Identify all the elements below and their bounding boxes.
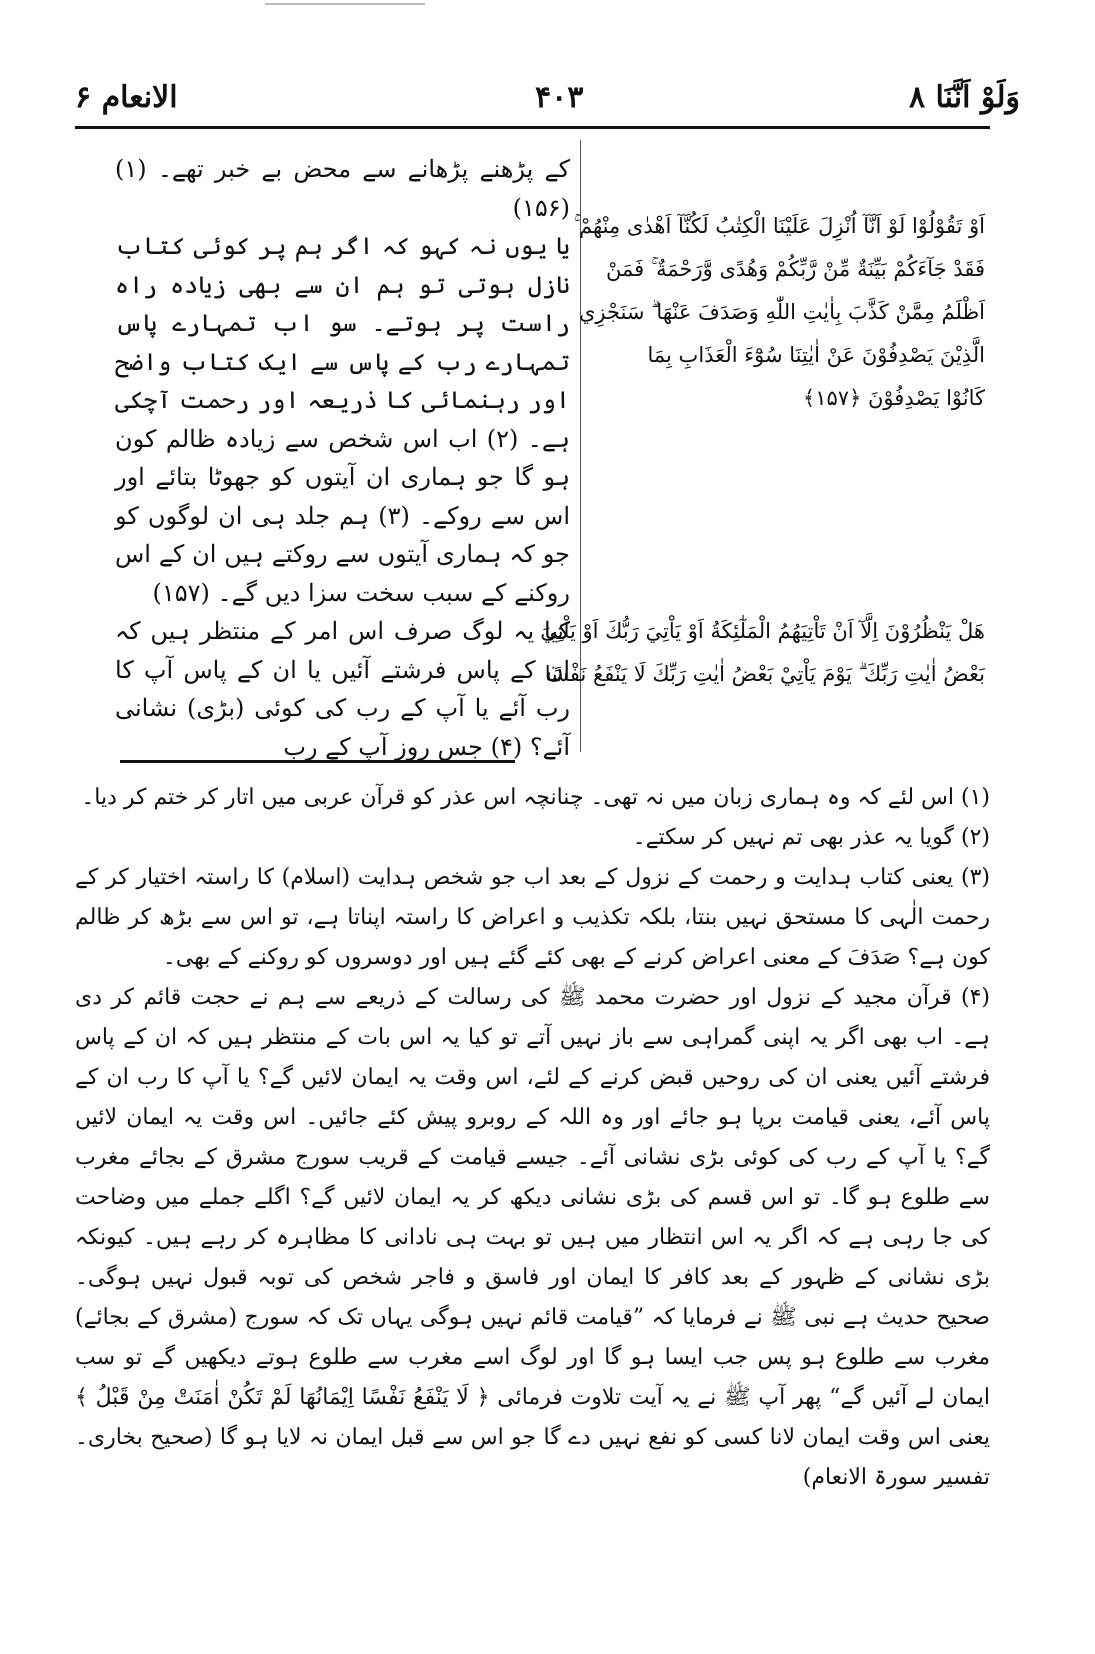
header-rule [75,126,990,129]
footnote: (۳) یعنی کتاب ہدایت و رحمت کے نزول کے بعد اب جو شخص ہدایت (اسلام) کا راستہ اختیار کر کے رحمت الٰہی کا مستحق نہیں بنتا، بلکہ تکذیب و اعراض کا راستہ اپناتا ہے، تو اس سے بڑھ کر ظالم کون ہے؟ صَدَفَ کے معنی اعراض کرنے کے بھی کئے گئے ہیں اور دوسروں کو روکنے کے بھی۔ [75,865,990,970]
arabic-line: الَّذِيْنَ يَصْدِفُوْنَ عَنْ اٰيٰتِنَا سُوْٓءَ الْعَذَابِ بِمَا [647,343,985,367]
arabic-line: بَعْضُ اٰيٰتِ رَبِّكَ ۗ يَوْمَ يَاْتِيْ بَعْضُ اٰيٰتِ رَبِّكَ لَا يَنْفَعُ نَفْسًا [544,662,985,686]
arabic-verse-block [573,205,985,420]
scan-mark [265,3,425,5]
footnote-rule [120,760,515,763]
arabic-line: كَانُوْا يَصْدِفُوْنَ ﴿۱۵۷﴾ [802,386,985,410]
translation-column [115,150,570,766]
juz-name: وَلَوْ اَنَّنَا ۸ [908,80,1020,115]
translation-paragraph: کیا یہ لوگ صرف اس امر کے منتظر ہیں کہ ان کے پاس فرشتے آئیں یا ان کے پاس آپ کا رب آئے یا آپ کے رب کی کوئی (بڑی) نشانی آئے؟ (۴) جس روز آپ کے رب [115,617,570,761]
translation-paragraph: یا یوں نہ کہو کہ اگر ہم پر کوئی کتاب نازل ہوتی تو ہم ان سے بھی زیادہ راہ راست پر ہوتے۔ سو اب تمہارے پاس تمہارے رب کے پاس سے ایک کتاب واضح اور رہنمائی کا ذریعہ اور رحمت آچکی ہے۔ (۲) اب اس شخص سے زیادہ ظالم کون ہو گا جو ہماری ان آیتوں کو جھوٹا بتائے اور اس سے روکے۔ (۳) ہم جلد ہی ان لوگوں کو جو کہ ہماری آیتوں سے روکتے ہیں ان کے اس روکنے کے سبب سخت سزا دیں گے۔ (۱۵۷) [115,232,570,607]
page-number: ۴۰۳ [535,80,584,115]
arabic-line: اَوْ تَقُوْلُوْا لَوْ اَنَّآ اُنْزِلَ عَلَيْنَا الْكِتٰبُ لَكُنَّآ اَهْدٰى مِنْهُمْ ۚ [573,214,985,238]
arabic-line: هَلْ يَنْظُرُوْنَ اِلَّآ اَنْ تَاْتِيَهُمُ الْمَلٰٓئِكَةُ اَوْ يَاْتِيَ رَبُّكَ اَوْ يَاْتِيَ [540,619,985,643]
arabic-verse-block [540,610,985,696]
footnote: (۱) اس لئے کہ وہ ہماری زبان میں نہ تھی۔ چنانچہ اس عذر کو قرآن عربی میں اتار کر ختم کر دیا۔ [81,785,990,810]
footnote: (۲) گویا یہ عذر بھی تم نہیں کر سکتے۔ [632,825,990,850]
footnote: (۴) قرآن مجید کے نزول اور حضرت محمد ﷺ کی رسالت کے ذریعے سے ہم نے حجت قائم کر دی ہے۔ اب بھی اگر یہ اپنی گمراہی سے باز نہیں آتے تو کیا یہ اس بات کے منتظر ہیں کہ ان کے پاس فرشتے آئیں یعنی ان کی روحیں قبض کرنے کے لئے، اس وقت یہ ایمان لائیں گے؟ یا آپ کا رب ان کے پاس آئے، یعنی قیامت برپا ہو جائے اور وہ اللہ کے روبرو پیش کئے جائیں۔ اس وقت یہ ایمان لائیں گے؟ یا آپ کے رب کی کوئی بڑی نشانی آئے۔ جیسے قیامت کے قریب سورج مشرق کے بجائے مغرب سے طلوع ہو گا۔ تو اس قسم کی بڑی نشانی دیکھ کر یہ ایمان لائیں گے؟ اگلے جملے میں وضاحت کی جا رہی ہے کہ اگر یہ اس انتظار میں ہیں تو بہت ہی نادانی کا مظاہرہ کر رہے ہیں۔ کیونکہ بڑی نشانی کے ظہور کے بعد کافر کا ایمان اور فاسق و فاجر شخص کی توبہ قبول نہیں ہوگی۔ صحیح حدیث ہے نبی ﷺ نے فرمایا کہ ”قیامت قائم نہیں ہوگی یہاں تک کہ سورج (مشرق کے بجائے) مغرب سے طلوع ہو پس جب ایسا ہو گا اور لوگ اسے مغرب سے طلوع ہوتے دیکھیں گے تو سب ایمان لے آئیں گے“ پھر آپ ﷺ نے یہ آیت تلاوت فرمائی ﴿ لَا يَنْفَعُ نَفْسًا اِيْمَانُهَا لَمْ تَكُنْ اٰمَنَتْ مِنْ قَبْلُ ﴾ یعنی اس وقت ایمان لانا کسی کو نفع نہیں دے گا جو اس سے قبل ایمان نہ لایا ہو گا (صحیح بخاری۔ تفسیر سورۃ الانعام) [75,985,990,1490]
translation-paragraph: کے پڑھنے پڑھانے سے محض بے خبر تھے۔ (۱) (۱۵۶) [115,155,570,222]
footnotes [75,778,990,1498]
arabic-line: اَظْلَمُ مِمَّنْ كَذَّبَ بِاٰيٰتِ اللّٰهِ وَصَدَفَ عَنْهَا ۗ سَنَجْزِي [579,300,985,324]
page-header [75,80,1095,132]
surah-name: الانعام ۶ [75,80,178,115]
arabic-line: فَقَدْ جَآءَكُمْ بَيِّنَةٌ مِّنْ رَّبِّكُمْ وَهُدًى وَّرَحْمَةٌ ۚ فَمَنْ [606,257,985,281]
